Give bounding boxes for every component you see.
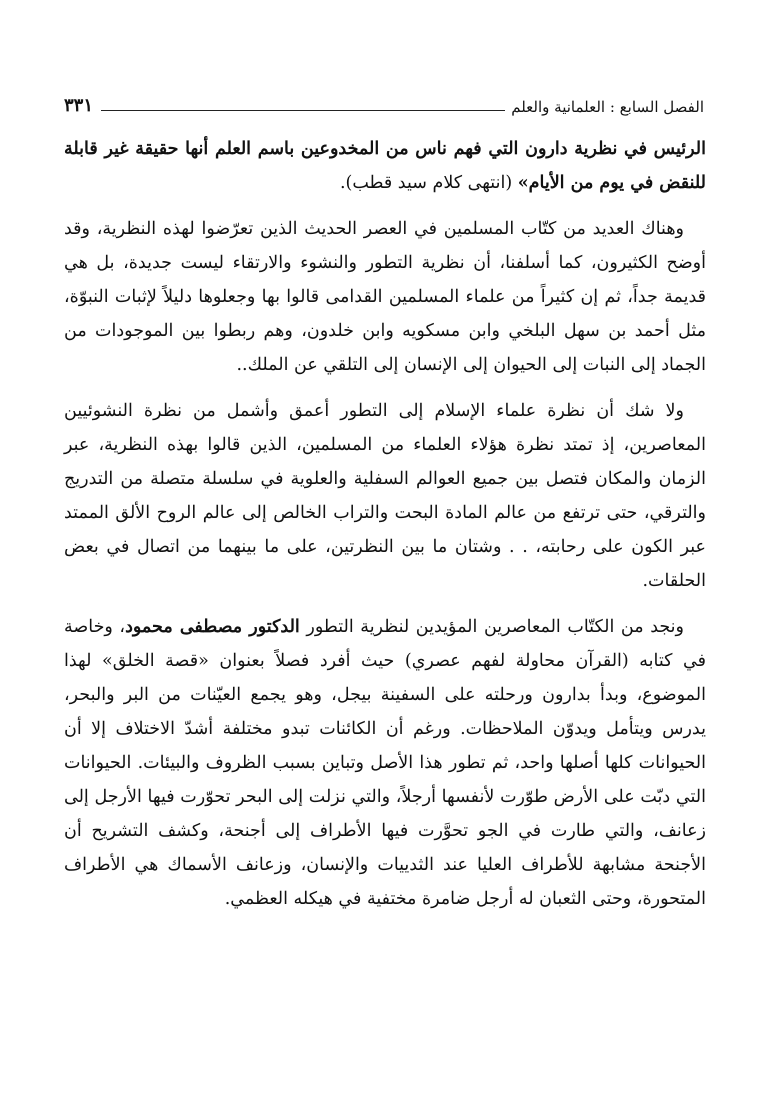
- body-text: [64, 132, 706, 928]
- paragraph-2: وهناك العديد من كتّاب المسلمين في العصر الحديث الذين تعرّضوا لهذه النظرية، وقد أوضح الكثيرون، كما أسلفنا، أن نظرية التطور والنشوء والارتقاء ليست جديدة، بل هي قديمة جداً، ثم إن كثيراً من علماء المسلمين القدامى قالوا بها وجعلوها دليلاً لإثبات النبوّة، مثل أحمد بن سهل البلخي وابن مسكويه وابن خلدون، وهم ربطوا بين الموجودات من الجماد إلى النبات إلى الحيوان إلى الإنسان إلى التلقي عن الملك..: [64, 219, 706, 375]
- author-name: الدكتور مصطفى محمود: [125, 617, 300, 637]
- page-header: [64, 90, 704, 116]
- running-title: الفصل السابع : العلمانية والعلم: [511, 98, 704, 116]
- header-rule: [101, 110, 505, 111]
- bold-quote: الرئيس في نظرية دارون التي فهم ناس من المخدوعين باسم العلم أنها حقيقة غير قابلة للنقض في يوم من الأيام»: [64, 139, 706, 193]
- paragraph-4-intro: ونجد من الكتّاب المعاصرين المؤيدين لنظرية التطور: [299, 617, 684, 637]
- quote-attribution: (انتهى كلام سيد قطب).: [339, 173, 518, 193]
- paragraph-1: [64, 132, 706, 200]
- page-number: ٣٣١: [64, 95, 94, 116]
- paragraph-3: ولا شك أن نظرة علماء الإسلام إلى التطور أعمق وأشمل من نظرة النشوئيين المعاصرين، إذ تمتد نظرة هؤلاء العلماء من المسلمين، الذين قالوا بهذه النظرية، عبر الزمان والمكان فتصل بين جميع العوالم السفلية والعلوية في سلسلة متصلة من التدريج والترقي، حتى ترتفع من عالم المادة البحت والتراب الخالص إلى عالم الروح الألق الممتد عبر الكون على رحابته، . . وشتان ما بين النظرتين، على ما بينهما من اتصال في بعض الحلقات.: [64, 401, 706, 591]
- paragraph-4: [64, 610, 706, 916]
- paragraph-4-body: ، وخاصة في كتابه (القرآن محاولة لفهم عصري) حيث أفرد فصلاً بعنوان «قصة الخلق» لهذا الموضوع، وبدأ بدارون ورحلته على السفينة بيجل، وهو يجمع العيّنات من البر والبحر، يدرس ويتأمل ويدوّن الملاحظات. ورغم أن الكائنات تبدو مختلفة أشدّ الاختلاف إلا أن الحيوانات كلها أصلها واحد، ثم تطور هذا الأصل وتباين بسبب الظروف والبيئات. الحيوانات التي دبّت على الأرض طوّرت لأنفسها أرجلاً، والتي نزلت إلى البحر تحوّرت فيها الأرجل إلى زعانف، والتي طارت في الجو تحوَّرت فيها الأطراف إلى أجنحة، وكشف التشريح أن الأجنحة مشابهة للأطراف العليا عند الثدييات والإنسان، وزعانف الأسماك هي الأطراف المتحورة، وحتى الثعبان له أرجل ضامرة مختفية في هيكله العظمي.: [64, 617, 706, 909]
